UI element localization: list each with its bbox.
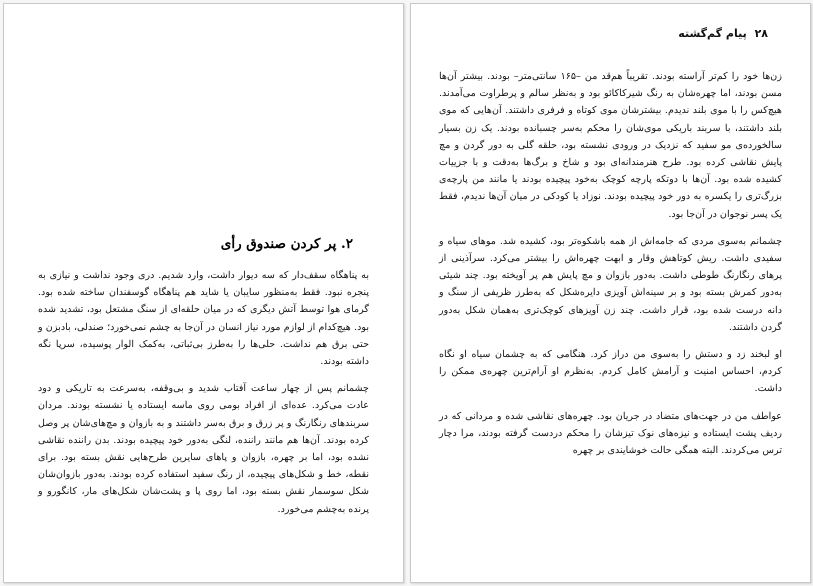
paragraph: او لبخند زد و دستش را به‌سوی من دراز کرد. هنگامی که به چشمان سیاه او نگاه کردم، احساس امنیت و آرامش کامل کردم. به‌نظرم او آرام‌ترین چهره‌ی ممکن را داشت. [439, 349, 782, 395]
paragraph: چشمانم به‌سوی مردی که جامه‌اش از همه باشکوه‌تر بود، کشیده شد. موهای سیاه و سفیدی داشت. ریش کوتاهش وقار و ابهت چهره‌اش را بیشتر می‌کرد. سرآذینی از پرهای رنگارنگ طوطی داشت. به‌دور بازوان و مچ پایش هم پر آویخته بود. چند شیئی به‌دور کمرش بسته بود و بر سینه‌اش آویزی دایره‌شکل که به‌طرز ظریفی از سنگ و دانه درست شده بود، قرار داشت. چند زن آویزهای کوچک‌تری به‌همان شکل به‌دور گردن داشتند. [439, 235, 782, 333]
right-page [410, 3, 811, 583]
paragraph: عواطف من در جهت‌های متضاد در جریان بود. چهره‌های نقاشی شده و مردانی که در ردیف پشت ایستاده و نیزه‌های نوک تیزشان را محکم دردست گرفته بودند، مرا دچار ترس می‌کردند. البته همگی حالت خوشایندی بر چهره [439, 410, 782, 457]
left-page-body [38, 267, 369, 528]
paragraph: زن‌ها خود را کم‌تر آراسته بودند. تقریباً هم‌قد من –۱۶۵ سانتی‌متر– بودند. بیشتر آن‌ها مسن بودند، اما چهره‌شان به رنگ شیرکاکائو بود و به‌نظر سالم و پرطراوت می‌آمدند. هیچ‌کس را با موی بلند ندیدم. بیشترشان موی کوتاه و فرفری داشتند. آن‌هایی که موی بلند داشتند، با سربند باریکی موی‌شان را محکم به‌سر چسبانده بودند. یک زن بسیار سالخورده‌ی مو سفید که نزدیک در ورودی نشسته بود، حلقه گلی به دور گردن و مچ پایش نقاشی کرده بود. طرح هنرمندانه‌ای بود و شاخ و برگ‌ها به‌دقت و با جزییات کشیده شده بود. آن‌ها با دوتکه پارچه کوچک به‌خود پیچیده بودند یا مانند من پارچه‌ی بزرگ‌تری را یکسره به دور خود پیچیده بودند. نوزاد یا کودکی در میان آن‌ها ندیدم، فقط یک پسر نوجوان در آن‌جا بود. [439, 71, 782, 220]
running-header [678, 27, 768, 40]
paragraph: به پناهگاه سقف‌دار که سه دیوار داشت، وارد شدیم. دری وجود نداشت و نیازی به پنجره نبود. فقط به‌منظور سایبان یا شاید هم پناهگاه گوسفندان ساخته شده بود. گرمای هوا توسط آتش دیگری که در میان حلقه‌ای از سنگ مشتعل بود، تشدید شده بود. هیچ‌کدام از لوازم مورد نیاز انسان در آن‌جا به چشم نمی‌خورد؛ صندلی، بادبزن و حتی برق هم نداشت. حلی‌ها را به‌طرز بی‌ثباتی، به‌کمک الوار پوسیده، سرپا نگه داشته بودند. [38, 270, 369, 368]
paragraph: چشمانم پس از چهار ساعت آفتاب شدید و بی‌وقفه، به‌سرعت به تاریکی و دود عادت می‌کرد. عده‌ای از افراد بومی روی ماسه ایستاده یا نشسته بودند. مردان سربندهای رنگارنگ و پر زرق و برق به‌سر داشتند و به بازوان و مچ‌های‌شان پر وصل کرده بودند. آن‌ها هم مانند راننده، لنگی به‌دور خود پیچیده بودند. بدن راننده نقاشی نشده بود، اما بر چهره، بازوان و پاهای سایرین طرح‌هایی نقش بسته بود. برای نقطه، خط و شکل‌های پیچیده، از رنگ سفید استفاده کرده بودند. به‌دور بازوان‌شان شکل سوسمار نقش بسته بود، اما روی پا و پشت‌شان شکل‌های مار، کانگورو و پرنده به‌چشم می‌خورد. [38, 383, 369, 515]
running-title: پیام گم‌گشته [678, 27, 747, 40]
section-title: ۲. پر کردن صندوق رأی [220, 236, 353, 252]
page-number: ۲۸ [754, 27, 768, 40]
left-page [3, 3, 404, 583]
right-page-body [439, 68, 782, 469]
